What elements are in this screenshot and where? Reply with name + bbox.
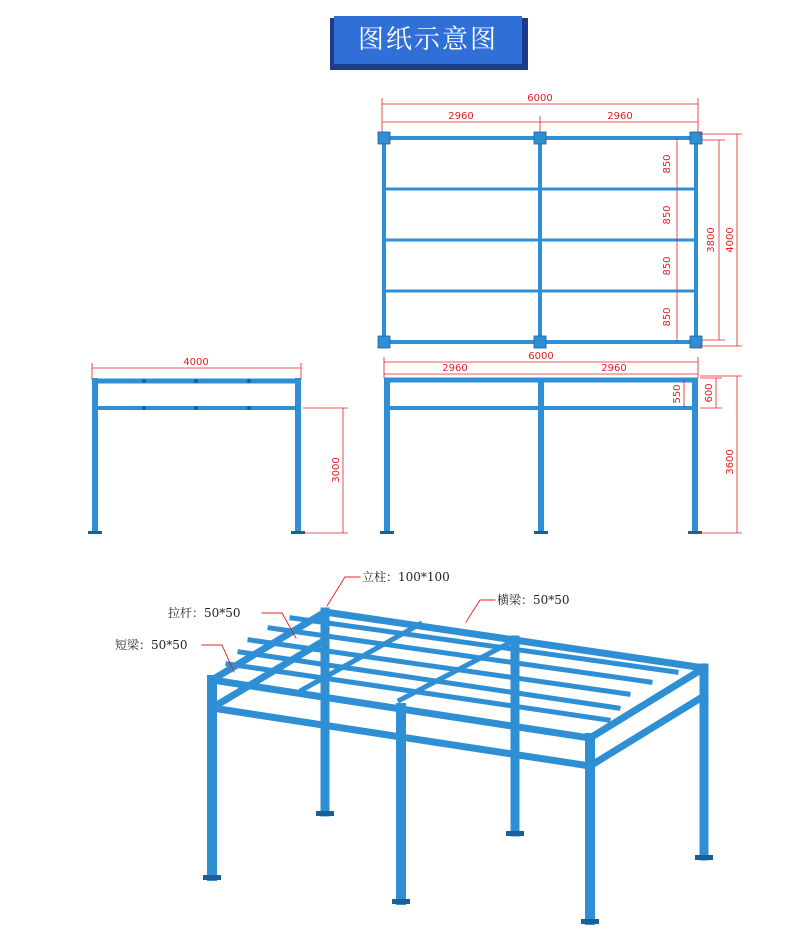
page-title: 图纸示意图 [334, 16, 522, 64]
bolt [142, 379, 146, 383]
side-width: 4000 [183, 357, 209, 368]
plan-total-depth: 4000 [725, 227, 736, 253]
baseplate [695, 855, 713, 860]
front-beam-gap: 550 [672, 384, 683, 404]
plan-half-left: 2960 [448, 111, 474, 122]
plan-inner-depth: 3800 [706, 227, 717, 253]
side-view [88, 357, 348, 534]
leader-column [327, 577, 360, 606]
side-baseplates [88, 531, 305, 534]
bolt [247, 406, 251, 410]
baseplate [203, 875, 221, 880]
baseplate [534, 531, 548, 534]
plan-column [534, 336, 546, 348]
front-frame [384, 378, 698, 532]
bolt [142, 406, 146, 410]
label-column: 立柱：100*100 [362, 570, 450, 584]
front-view [380, 351, 742, 534]
iso-top-beams [212, 612, 704, 766]
plan-spacing-1: 850 [662, 154, 673, 174]
baseplate [506, 831, 524, 836]
plan-view [378, 93, 742, 348]
isometric-view [115, 569, 713, 924]
plan-spacing-3: 850 [662, 256, 673, 276]
baseplate [291, 531, 305, 534]
plan-column [534, 132, 546, 144]
baseplate [380, 531, 394, 534]
baseplate [88, 531, 102, 534]
baseplate [392, 899, 410, 904]
bolt [194, 406, 198, 410]
front-baseplates [380, 531, 702, 534]
side-height: 3000 [331, 457, 342, 483]
front-half-right: 2960 [601, 363, 627, 374]
plan-frame [384, 138, 696, 342]
baseplate [581, 919, 599, 924]
baseplate [316, 811, 334, 816]
front-beam-total: 600 [704, 383, 715, 403]
plan-column [378, 132, 390, 144]
front-half-left: 2960 [442, 363, 468, 374]
front-total-width: 6000 [528, 351, 554, 362]
side-bolts [142, 379, 251, 410]
leader-cross-beam [466, 600, 495, 622]
plan-spacing-2: 850 [662, 205, 673, 225]
plan-column [378, 336, 390, 348]
side-frame [93, 378, 300, 532]
plan-total-width: 6000 [527, 93, 553, 104]
baseplate [688, 531, 702, 534]
label-short-beam: 短梁：50*50 [115, 638, 188, 652]
iso-baseplates [203, 811, 713, 924]
bolt [247, 379, 251, 383]
plan-spacing-4: 850 [662, 307, 673, 327]
front-height: 3600 [725, 449, 736, 475]
label-cross-beam: 横梁：50*50 [497, 593, 570, 607]
bolt [194, 379, 198, 383]
plan-half-right: 2960 [607, 111, 633, 122]
label-tie-rod: 拉杆：50*50 [168, 606, 241, 620]
